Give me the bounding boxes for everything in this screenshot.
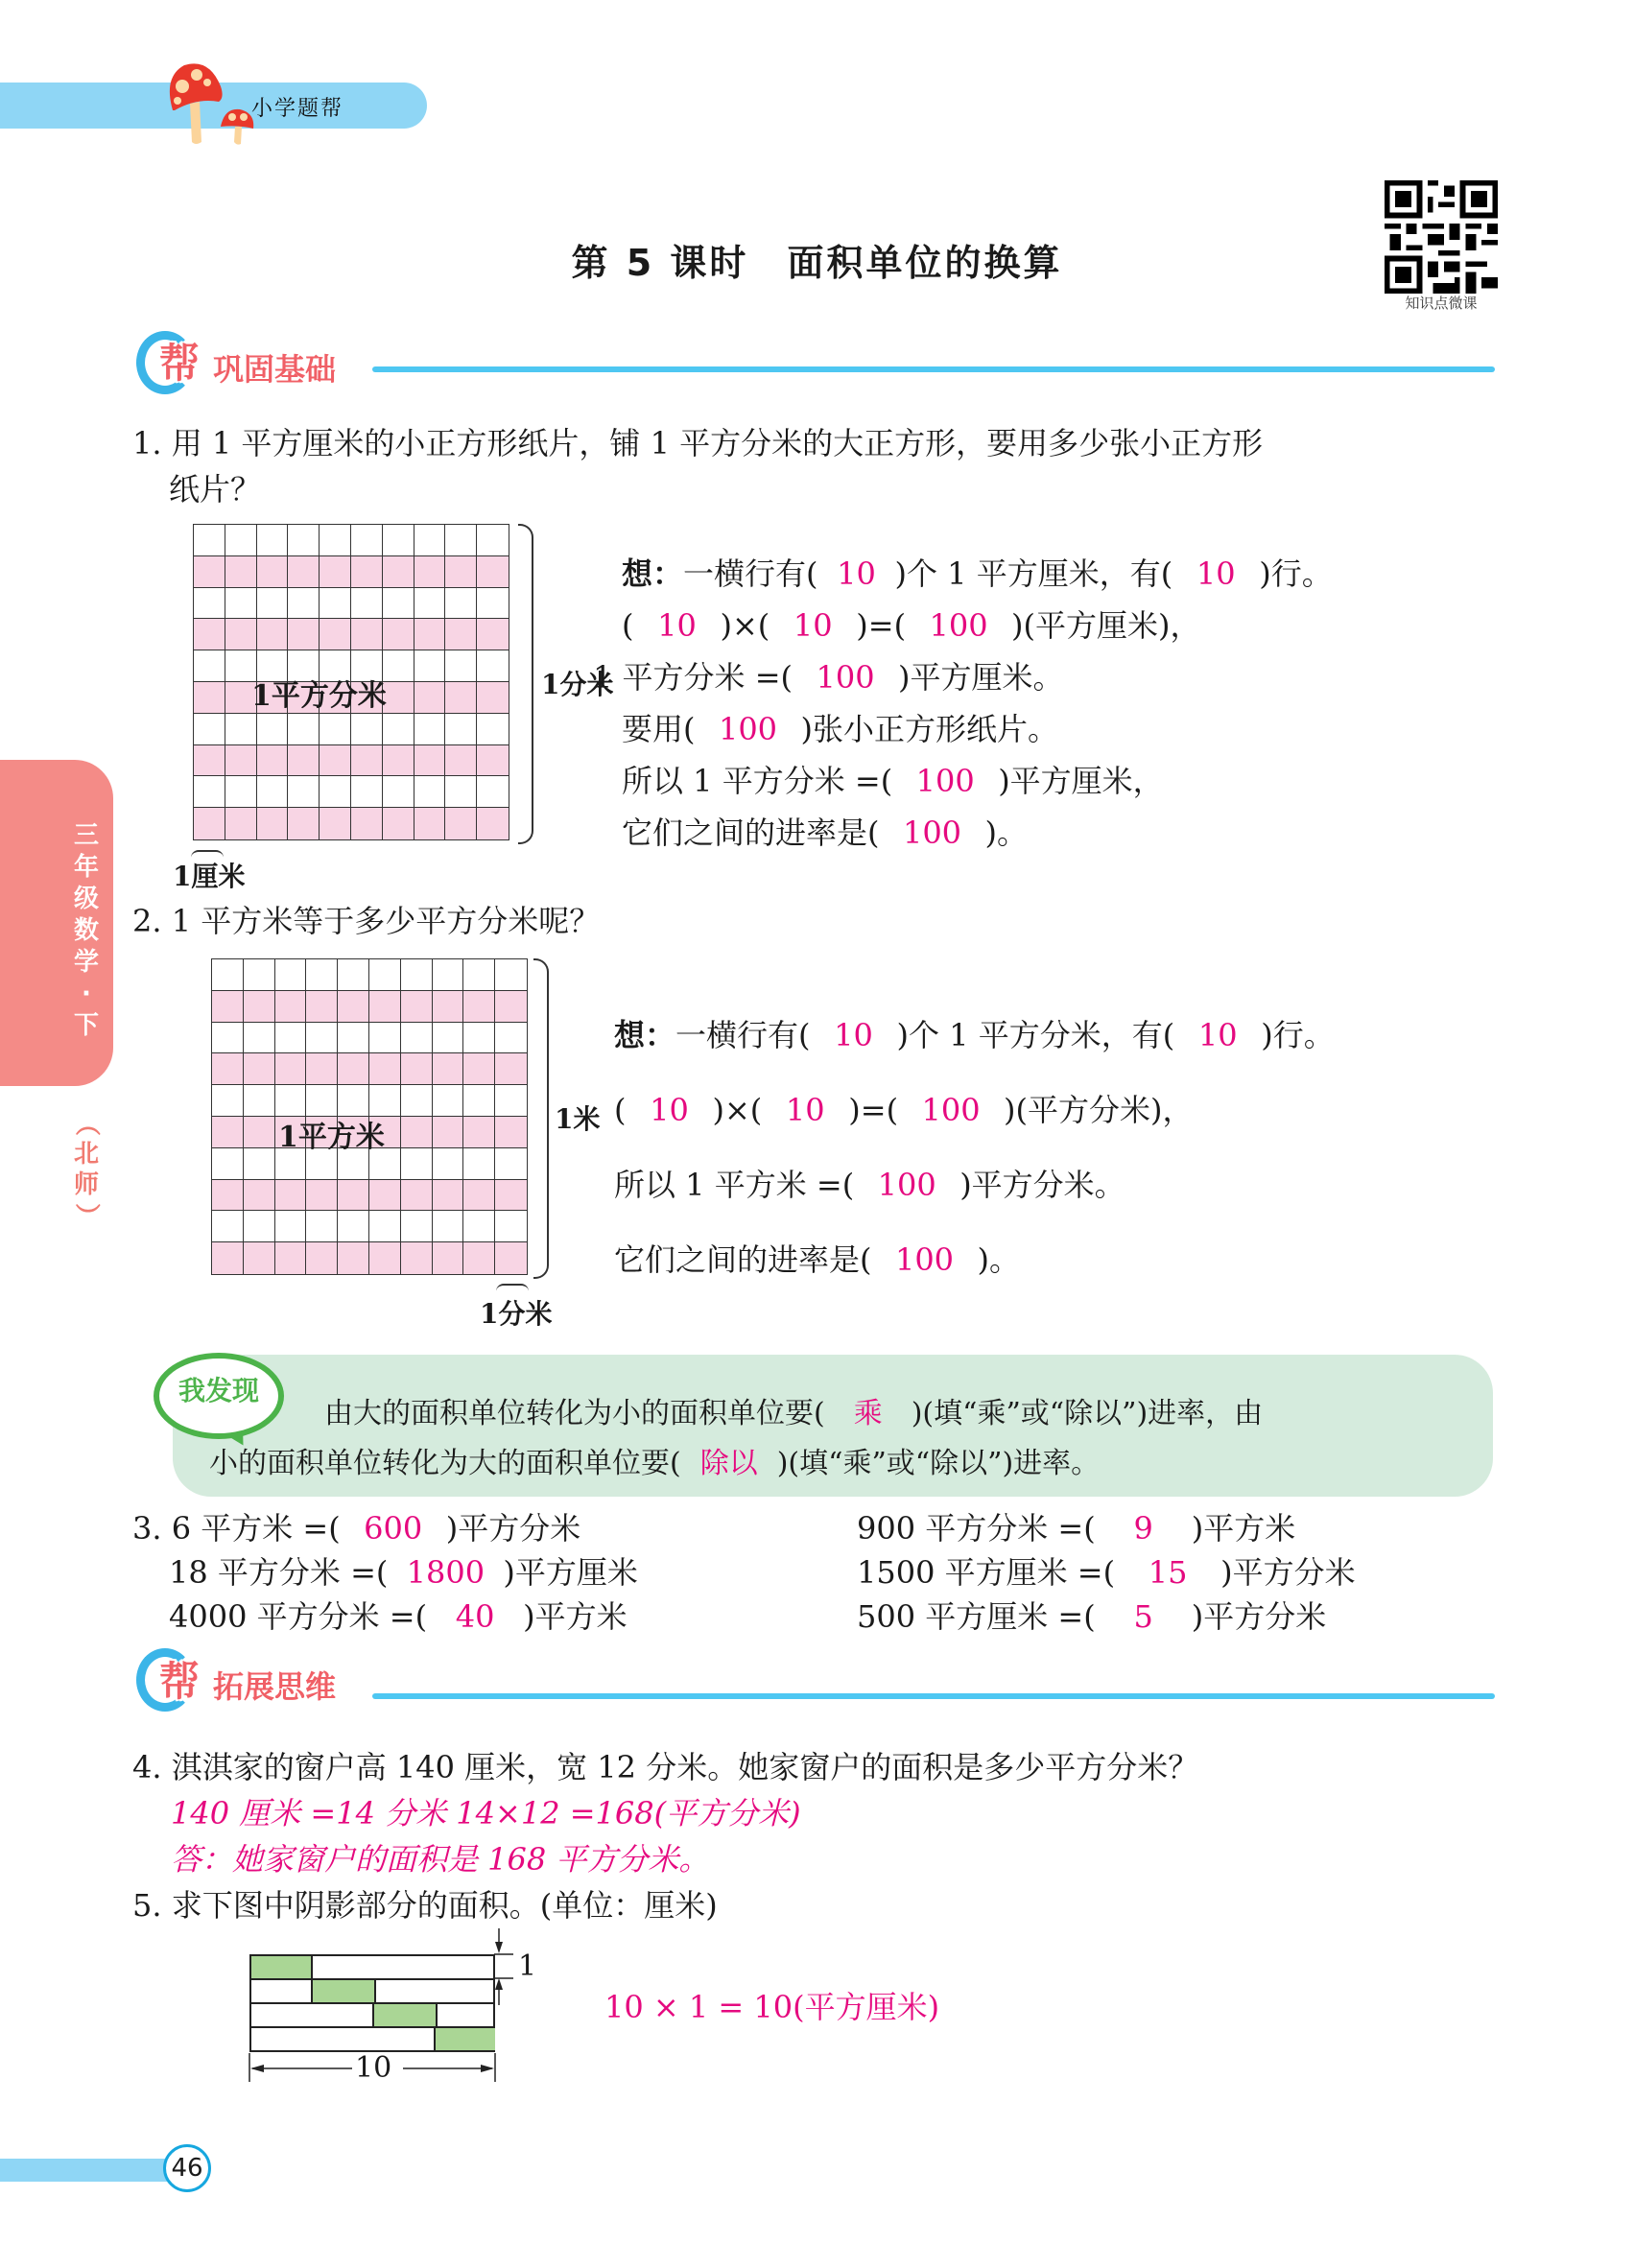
grid-cell (433, 1085, 464, 1117)
grid-cell (414, 619, 446, 650)
grid-cell (414, 808, 446, 839)
grid-cell (225, 745, 257, 777)
grid-cell (383, 588, 414, 620)
grid-cell (495, 1085, 527, 1117)
grid-cell (338, 1053, 369, 1085)
answer-blank[interactable]: 10 (657, 607, 697, 644)
grid-cell (288, 714, 320, 745)
grid-cell (351, 525, 383, 556)
grid-cell (320, 808, 351, 839)
grid-cell (401, 991, 433, 1023)
grid-cell (477, 682, 509, 714)
grid-label: 1平方米 (278, 1121, 385, 1154)
grid-cell (257, 588, 289, 620)
right-brace (518, 524, 533, 844)
grid-cell (401, 1180, 433, 1212)
grid-cell (257, 808, 289, 839)
grid-cell (463, 1117, 495, 1148)
grid-cell (401, 1242, 433, 1274)
grid-cell (306, 1211, 338, 1242)
grid-cell (495, 1148, 527, 1180)
grid-cell (275, 1023, 307, 1054)
grid-cell (194, 556, 225, 588)
grid-cell (495, 1023, 527, 1054)
q1-reasoning: 想：一横行有( 10 )个 1 平方厘米，有( 10 )行。 ( 10 )×( 10 )=( 100 )(平方厘米)， 1 平方分米 =( 100 )平方厘米。 要用( 100 )张小正方形纸片。 所以 1 平方分米 =( 100 )平方厘米， 它们之间的进率是( 100 )。 (622, 548, 1333, 859)
answer-blank[interactable]: 100 (877, 1167, 936, 1203)
grid-cell (401, 1085, 433, 1117)
grid-cell (194, 682, 225, 714)
grid-cell (275, 1211, 307, 1242)
grid-cell (369, 959, 401, 991)
answer-blank[interactable]: 40 (455, 1598, 495, 1635)
unit-length-label: 1厘米 (173, 861, 246, 892)
answer-blank[interactable]: 100 (921, 1092, 981, 1128)
grid-cell (244, 1211, 275, 1242)
page-number: 46 (163, 2144, 211, 2192)
answer-blank[interactable]: 10 (785, 1092, 825, 1128)
answer-blank[interactable]: 9 (1133, 1510, 1153, 1547)
grid-cell (369, 1053, 401, 1085)
grid-cell (495, 991, 527, 1023)
grid-cell (401, 1148, 433, 1180)
grid-cell (401, 959, 433, 991)
grid-cell (306, 1180, 338, 1212)
grid-cell (433, 1148, 464, 1180)
grid-cell (369, 1211, 401, 1242)
grid-cell (244, 991, 275, 1023)
answer-blank[interactable]: 10 (834, 1017, 873, 1053)
grid-cell (225, 776, 257, 808)
grid-cell (288, 525, 320, 556)
grid-cell (275, 1242, 307, 1274)
grid-cell (338, 1180, 369, 1212)
grid-cell (463, 1148, 495, 1180)
grid-cell (414, 682, 446, 714)
q2-reasoning: 想：一横行有( 10 )个 1 平方分米，有( 10 )行。 ( 10 )×( 10 )=( 100 )(平方分米)， 所以 1 平方米 =( 100 )平方分米。 它们之间的进率是( 100 )。 (614, 998, 1335, 1297)
grid-cell (212, 1242, 244, 1274)
height-label: 1 (518, 1949, 537, 1983)
grid-cell (445, 808, 477, 839)
grid-cell (351, 714, 383, 745)
q5-work: 10 × 1 = 10(平方厘米) (604, 1989, 940, 2025)
section-divider (372, 366, 1495, 372)
grid-cell (288, 619, 320, 650)
grid-cell (477, 650, 509, 682)
qr-caption: 知识点微课 (1405, 295, 1478, 312)
answer-blank[interactable]: 10 (1197, 1017, 1238, 1053)
grid-cell (212, 1180, 244, 1212)
grid-cell (306, 991, 338, 1023)
grid-cell (225, 588, 257, 620)
answer-blank[interactable]: 除以 (699, 1447, 758, 1480)
grid-cell (212, 1023, 244, 1054)
grid-cell (288, 588, 320, 620)
answer-blank[interactable]: 100 (929, 607, 988, 644)
grid-cell (401, 1023, 433, 1054)
grid-cell (477, 745, 509, 777)
grid-cell (433, 991, 464, 1023)
grid-cell (338, 1023, 369, 1054)
grid-cell (433, 1117, 464, 1148)
answer-blank[interactable]: 10 (793, 607, 833, 644)
lesson-topic: 面积单位的换算 (787, 242, 1063, 284)
grid-cell (320, 525, 351, 556)
discover-badge-label: 我发现 (178, 1375, 259, 1406)
grid-cell (320, 776, 351, 808)
grid-cell (477, 619, 509, 650)
grid-cell (244, 1148, 275, 1180)
grid-cell (244, 1085, 275, 1117)
grid-cell (244, 1180, 275, 1212)
section-title-extend: 拓展思维 (213, 1668, 337, 1705)
grid-cell (445, 556, 477, 588)
grid-cell (433, 959, 464, 991)
grid-cell (275, 1053, 307, 1085)
grid-cell (225, 714, 257, 745)
grid-cell (445, 525, 477, 556)
question-3-left: 3. 6 平方米 =( 600 )平方分米 18 平方分米 =( 1800 )平方厘米 4000 平方分米 =( 40 )平方米 (132, 1506, 638, 1639)
answer-blank[interactable]: 10 (1196, 555, 1236, 592)
grid-cell (463, 1242, 495, 1274)
grid-cell (495, 1180, 527, 1212)
grid-cell (445, 588, 477, 620)
grid-cell (414, 745, 446, 777)
grid-cell (338, 1242, 369, 1274)
grid-cell (351, 588, 383, 620)
grid-cell (212, 1117, 244, 1148)
grid-cell (477, 776, 509, 808)
grid-cell (351, 556, 383, 588)
grid-cell (244, 1117, 275, 1148)
grid-cell (414, 650, 446, 682)
grid-cell (225, 619, 257, 650)
grid-cell (401, 1053, 433, 1085)
question-1: 1. 用 1 平方厘米的小正方形纸片，铺 1 平方分米的大正方形，要用多少张小正方形 纸片？ (132, 425, 1264, 508)
answer-blank[interactable]: 1800 (406, 1554, 485, 1591)
grid-cell (414, 714, 446, 745)
grid-cell (194, 714, 225, 745)
grid-cell (495, 1211, 527, 1242)
grid-cell (212, 1085, 244, 1117)
grid-cell (369, 1242, 401, 1274)
edition-label: （ 北 师 ） (72, 1110, 101, 1228)
grid-cell (275, 1180, 307, 1212)
grid-cell (338, 991, 369, 1023)
footer-bar (0, 2159, 173, 2182)
grid-cell (225, 808, 257, 839)
grid-cell (212, 1053, 244, 1085)
answer-blank[interactable]: 100 (894, 1241, 955, 1278)
grid-cell (414, 776, 446, 808)
answer-blank[interactable]: 5 (1133, 1598, 1153, 1635)
grid-cell (212, 1211, 244, 1242)
grid-cell (194, 525, 225, 556)
grid-cell (477, 808, 509, 839)
section-bang-label: 帮 (159, 340, 201, 387)
grid-cell (383, 650, 414, 682)
grid-cell (212, 991, 244, 1023)
grid-cell (320, 619, 351, 650)
grid-cell (495, 1242, 527, 1274)
grid-cell (433, 1211, 464, 1242)
grid-cell (477, 714, 509, 745)
grid-cell (445, 619, 477, 650)
answer-blank[interactable]: 10 (650, 1092, 689, 1128)
grid-cell (445, 682, 477, 714)
side-length-label: 1米 (555, 1103, 601, 1135)
grid-cell (463, 991, 495, 1023)
qr-code-icon[interactable] (1385, 180, 1498, 294)
grid-cell (495, 1117, 527, 1148)
grid-cell (351, 619, 383, 650)
grid-cell (463, 959, 495, 991)
q4-answer: 答：她家窗户的面积是 168 平方分米。 (171, 1841, 710, 1878)
grid-cell (212, 959, 244, 991)
grid-cell (383, 745, 414, 777)
grid-cell (257, 745, 289, 777)
grid-cell (445, 745, 477, 777)
grid-cell (369, 1023, 401, 1054)
grid-cell (351, 776, 383, 808)
grid-cell (306, 1242, 338, 1274)
answer-blank[interactable]: 15 (1148, 1554, 1188, 1591)
grid-cell (320, 556, 351, 588)
grid-cell (463, 1023, 495, 1054)
grid-cell (351, 745, 383, 777)
grid-cell (433, 1180, 464, 1212)
grid-cell (225, 556, 257, 588)
grid-cell (225, 525, 257, 556)
side-length-label: 1分米 (541, 669, 614, 700)
grid-cell (275, 959, 307, 991)
grid-cell (244, 1023, 275, 1054)
grid-cell (244, 1053, 275, 1085)
mushroom-icon (144, 58, 269, 149)
grid-cell (257, 776, 289, 808)
discover-line-2: 小的面积单位转化为大的面积单位要( 除以 )(填“乘”或“除以”)进率。 (209, 1439, 1100, 1489)
bottom-brace (496, 1284, 529, 1291)
grid-cell (194, 619, 225, 650)
answer-blank[interactable]: 600 (364, 1510, 423, 1547)
grid-cell (383, 808, 414, 839)
question-3-right: 900 平方分米 =( 9 )平方米 1500 平方厘米 =( 15 )平方分米 500 平方厘米 =( 5 )平方分米 (857, 1506, 1356, 1639)
grid-cell (212, 1148, 244, 1180)
grid-cell (257, 714, 289, 745)
section-divider (372, 1693, 1495, 1699)
grid-cell (477, 525, 509, 556)
answer-blank[interactable]: 10 (837, 555, 876, 592)
grid-cell (495, 959, 527, 991)
grid-cell (194, 588, 225, 620)
grid-cell (383, 776, 414, 808)
section-title-basic: 巩固基础 (213, 351, 337, 388)
brand-name: 小学题帮 (251, 97, 344, 121)
grid-cell (401, 1117, 433, 1148)
answer-blank[interactable]: 100 (902, 815, 962, 851)
grid-cell (369, 991, 401, 1023)
grid-cell (320, 588, 351, 620)
grid-cell (244, 1242, 275, 1274)
right-brace (533, 958, 549, 1279)
unit-length-label: 1分米 (480, 1298, 553, 1330)
lesson-number: 第 5 课时 (571, 242, 749, 284)
grid-cell (369, 1180, 401, 1212)
grid-cell (463, 1211, 495, 1242)
grid-cell (320, 714, 351, 745)
width-label: 10 (355, 2051, 392, 2085)
grid-cell (194, 745, 225, 777)
grid-cell (414, 588, 446, 620)
grade-label: 三 年 级 数 学 · 下 (73, 821, 99, 1040)
section-bang-label: 帮 (159, 1658, 201, 1705)
discover-line-1: 由大的面积单位转化为小的面积单位要( 乘 )(填“乘”或“除以”)进率，由 (324, 1389, 1263, 1439)
grid-cell (433, 1023, 464, 1054)
grid-cell (445, 714, 477, 745)
grid-cell (463, 1180, 495, 1212)
grid-cell (275, 991, 307, 1023)
grid-cell (351, 808, 383, 839)
answer-blank[interactable]: 100 (718, 711, 778, 747)
grid-label: 1平方分米 (251, 679, 387, 713)
grid-cell (288, 808, 320, 839)
grid-cell (194, 808, 225, 839)
grid-cell (257, 556, 289, 588)
grid-cell (414, 525, 446, 556)
question-5: 5. 求下图中阴影部分的面积。(单位：厘米) (132, 1887, 718, 1924)
question-2: 2. 1 平方米等于多少平方分米呢？ (132, 903, 601, 939)
grid-cell (445, 776, 477, 808)
grid-cell (463, 1053, 495, 1085)
grid-cell (338, 959, 369, 991)
answer-blank[interactable]: 100 (915, 763, 975, 799)
grid-cell (477, 588, 509, 620)
grid-cell (288, 776, 320, 808)
grid-cell (320, 745, 351, 777)
grid-cell (257, 525, 289, 556)
grid-cell (244, 959, 275, 991)
grid-cell (414, 556, 446, 588)
grid-cell (257, 619, 289, 650)
grid-cell (463, 1085, 495, 1117)
grid-cell (383, 525, 414, 556)
grid-cell (194, 650, 225, 682)
q4-work: 140 厘米 =14 分米 14×12 =168(平方分米) (171, 1795, 801, 1831)
grid-cell (383, 714, 414, 745)
grid-cell (433, 1242, 464, 1274)
question-4: 4. 淇淇家的窗户高 140 厘米，宽 12 分米。她家窗户的面积是多少平方分米？ (132, 1749, 1199, 1785)
grid-cell (338, 1211, 369, 1242)
grid-cell (401, 1211, 433, 1242)
grid-cell (306, 959, 338, 991)
grid-cell (477, 556, 509, 588)
grid-cell (306, 1053, 338, 1085)
grid-cell (383, 556, 414, 588)
grid-cell (288, 745, 320, 777)
answer-blank[interactable]: 100 (816, 659, 875, 696)
grid-cell (495, 1053, 527, 1085)
grid-cell (383, 619, 414, 650)
grid-cell (445, 650, 477, 682)
grid-cell (306, 1023, 338, 1054)
grid-cell (288, 556, 320, 588)
grid-cell (383, 682, 414, 714)
answer-blank[interactable]: 乘 (853, 1397, 883, 1430)
grid-cell (194, 776, 225, 808)
grid-cell (433, 1053, 464, 1085)
